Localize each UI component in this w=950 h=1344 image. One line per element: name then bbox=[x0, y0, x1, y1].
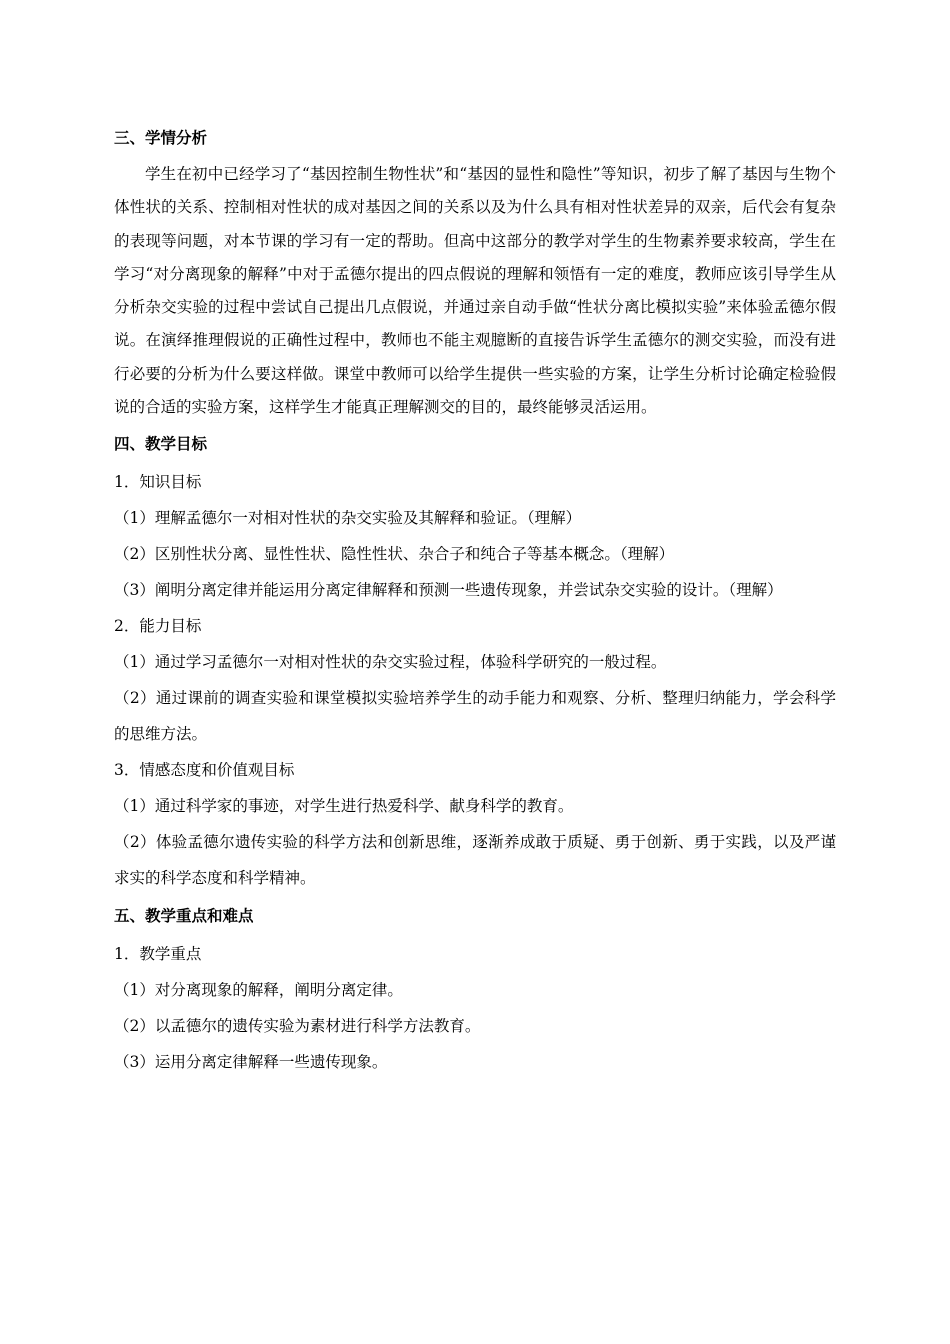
list-item: （2）通过课前的调查实验和课堂模拟实验培养学生的动手能力和观察、分析、整理归纳能力，学会科学的思维方法。 bbox=[114, 689, 836, 744]
list-item: （1）通过科学家的事迹，对学生进行热爱科学、献身科学的教育。 bbox=[114, 797, 574, 816]
section-heading-key-points: 五、教学重点和难点 bbox=[114, 907, 254, 926]
learning-analysis-paragraph: 学生在初中已经学习了“基因控制生物性状”和“基因的显性和隐性”等知识，初步了解了基因与生物个体性状的关系、控制相对性状的成对基因之间的关系以及为什么具有相对性状差异的双亲，后代会有复杂的表现等问题，对本节课的学习有一定的帮助。但高中这部分的教学对学生的生物素养要求较高，学生在学习“对分离现象的解释”中对于孟德尔提出的四点假说的理解和领悟有一定的难度，教师应该引导学生从分析杂交实验的过程中尝试自己提出几点假说，并通过亲自动手做“性状分离比模拟实验”来体验孟德尔假说。在演绎推理假说的正确性过程中，教师也不能主观臆断的直接告诉学生孟德尔的测交实验，而没有进行必要的分析为什么要这样做。课堂中教师可以给学生提供一些实验的方案，让学生分析讨论确定检验假说的合适的实验方案，这样学生才能真正理解测交的目的，最终能够灵活运用。 bbox=[114, 165, 836, 417]
list-item: （2）体验孟德尔遗传实验的科学方法和创新思维，逐渐养成敢于质疑、勇于创新、勇于实践，以及严谨求实的科学态度和科学精神。 bbox=[114, 833, 836, 888]
list-item: （1）理解孟德尔一对相对性状的杂交实验及其解释和验证。（理解） bbox=[114, 509, 582, 528]
list-item: （1）通过学习孟德尔一对相对性状的杂交实验过程，体验科学研究的一般过程。 bbox=[114, 653, 667, 672]
section-heading-teaching-goals: 四、教学目标 bbox=[114, 435, 208, 454]
list-item: （2）区别性状分离、显性性状、隐性性状、杂合子和纯合子等基本概念。（理解） bbox=[114, 545, 675, 564]
list-item: （3）运用分离定律解释一些遗传现象。 bbox=[114, 1053, 388, 1072]
section-heading-learning-analysis: 三、学情分析 bbox=[114, 129, 208, 147]
document-content bbox=[114, 118, 836, 1080]
list-item: （1）对分离现象的解释，阐明分离定律。 bbox=[114, 981, 403, 1000]
key-point-group-label: 1．教学重点 bbox=[114, 945, 202, 964]
list-item: （2）以孟德尔的遗传实验为素材进行科学方法教育。 bbox=[114, 1017, 481, 1036]
goal-group-label-knowledge: 1．知识目标 bbox=[114, 473, 202, 492]
list-item: （3）阐明分离定律并能运用分离定律解释和预测一些遗传现象，并尝试杂交实验的设计。（理解） bbox=[114, 581, 783, 600]
goal-group-label-ability: 2．能力目标 bbox=[114, 617, 202, 636]
goal-group-label-attitude: 3．情感态度和价值观目标 bbox=[114, 761, 295, 780]
